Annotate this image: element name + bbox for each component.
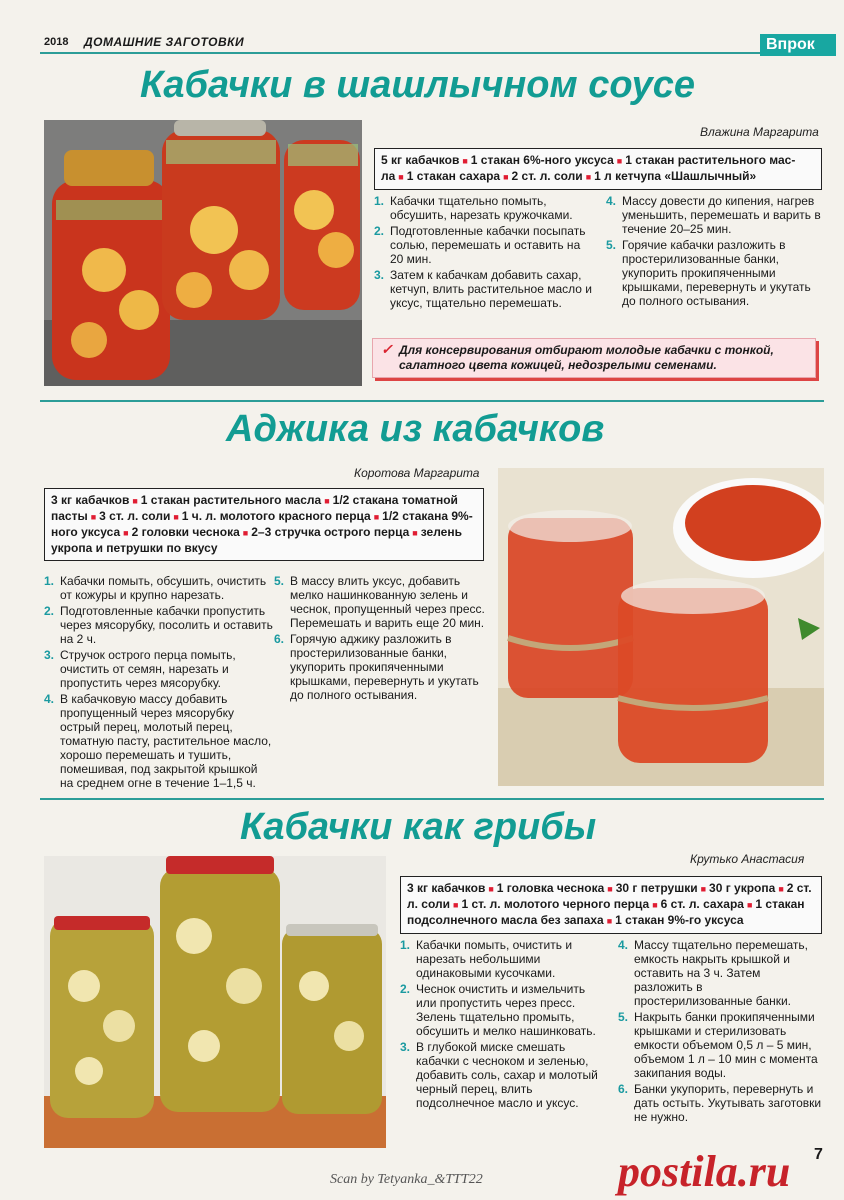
ingredient: 1 стакан растительного мас- [625, 153, 796, 167]
ingredient: 2 головки чеснока [131, 525, 240, 539]
step [400, 1040, 604, 1110]
step-text: Подготовленные кабачки посыпать солью, перемешать и оставить на 20 мин. [390, 224, 586, 266]
recipe3-steps-col1 [400, 938, 604, 1112]
magazine-title: ДОМАШНИЕ ЗАГОТОВКИ [84, 35, 245, 49]
ingredient: 1 ст. л. молотого черного перца [461, 897, 650, 911]
step [44, 648, 274, 690]
ingredient: 1 головка чеснока [496, 881, 605, 895]
ingredient: 1 стакан растительного масла [140, 493, 322, 507]
recipe2-steps-col2 [274, 574, 488, 704]
step-text: Банки укупорить, перевернуть и дать остыть. Укутывать заготовки не нужно. [634, 1082, 822, 1124]
step-number: 5. [274, 574, 285, 588]
ingredient: 2 ст. л. соли [407, 881, 812, 911]
recipe2-author: Коротова Маргарита [354, 466, 480, 480]
recipe2-steps-col1 [44, 574, 274, 792]
ingredient: зелень укропа и петрушки по вкусу [51, 525, 462, 555]
ingredient: 1 стакан 9%-го уксуса [615, 913, 744, 927]
step-number: 2. [400, 982, 411, 996]
step-text: Стручок острого перца помыть, очистить от семян, нарезать и пропустить через мясорубку. [60, 648, 236, 690]
tip-text: Для консервирования отбирают молодые кабачки с тонкой, салатного цвета кожицей, недозрелыми семенами. [399, 343, 774, 372]
ingredient: 1 стакан 6%-ного уксуса [470, 153, 614, 167]
ingredient: 6 ст. л. сахара [660, 897, 744, 911]
recipe1-photo [44, 120, 362, 386]
ingredient: 1 ч. л. молотого красного перца [181, 509, 371, 523]
ingredient: 1/2 стакана томатной пасты [51, 493, 458, 523]
step-text: Массу тщательно перемешать, емкость накрыть крышкой и оставить на 3 ч. Затем разложить в простерилизованные банки. [634, 938, 809, 1008]
ingredient: 3 ст. л. соли [99, 509, 171, 523]
step-number: 3. [400, 1040, 411, 1054]
step-number: 5. [618, 1010, 629, 1024]
section-divider [40, 798, 824, 800]
recipe1-steps-col2 [606, 194, 822, 310]
step-number: 4. [44, 692, 55, 706]
recipe1-title: Кабачки в шашлычном соусе [140, 64, 695, 106]
step-text: Массу довести до кипения, нагрев уменьшить, перемешать и варить в течение 20–25 мин. [622, 194, 821, 236]
recipe3-photo [44, 856, 386, 1148]
step-number: 6. [274, 632, 285, 646]
step-text: Затем к кабачкам добавить сахар, кетчуп, влить растительное масло и уксус, тщательно перемешать. [390, 268, 592, 310]
step [618, 1082, 822, 1124]
step [274, 632, 488, 702]
step-text: Кабачки помыть, обсушить, очистить от кожуры и крупно нарезать. [60, 574, 267, 602]
step [618, 938, 822, 1008]
page-number: 7 [814, 1146, 823, 1163]
ingredient: 3 кг кабачков [407, 881, 486, 895]
recipe3-ingredients: 3 кг кабачков ■ 1 головка чеснока ■ 30 г петрушки ■ 30 г укропа ■ 2 ст. л. соли ■ 1 ст. л. молотого черного перца ■ 6 ст. л. сахара ■ 1 стакан подсолнечного масла без запаха ■ 1 стакан 9%-го уксуса [400, 876, 822, 934]
ingredient: 30 г петрушки [615, 881, 698, 895]
header-rule [40, 52, 760, 54]
step [374, 194, 594, 222]
ingredient: 5 кг кабачков [381, 153, 460, 167]
step-number: 3. [374, 268, 385, 282]
step-number: 4. [618, 938, 629, 952]
step [374, 268, 594, 310]
step [618, 1010, 822, 1080]
step-text: Накрыть банки прокипяченными крышками и стерилизовать емкости объемом 0,5 л – 5 мин, объемом 1 л – 10 мин с момента закипания воды. [634, 1010, 818, 1080]
step-text: Горячие кабачки разложить в простерилизованные банки, укупорить прокипяченными крышками, перевернуть и укутать до полного остывания. [622, 238, 811, 308]
step [400, 982, 604, 1038]
ingredient: 2–3 стручка острого перца [251, 525, 410, 539]
step-text: Чеснок очистить и измельчить или пропустить через пресс. Зелень тщательно промыть, обсушить и мелко нашинковать. [416, 982, 596, 1038]
ingredient: 1/2 стакана 9%-ного уксуса [51, 509, 473, 539]
ingredient: ла [381, 169, 396, 183]
recipe3-steps-col2 [618, 938, 822, 1126]
step-text: В массу влить уксус, добавить мелко нашинкованную зелень и чеснок, пропущенный через пресс. Перемешать и варить еще 20 мин. [290, 574, 485, 630]
section-badge: Впрок [760, 34, 836, 56]
section-divider [40, 400, 824, 402]
step-number: 4. [606, 194, 617, 208]
ingredient: 1 стакан сахара [406, 169, 501, 183]
ingredient: 2 ст. л. соли [511, 169, 583, 183]
step-number: 3. [44, 648, 55, 662]
ingredient: 3 кг кабачков [51, 493, 130, 507]
step [44, 604, 274, 646]
step-text: Кабачки тщательно помыть, обсушить, нарезать кружочками. [390, 194, 573, 222]
step-number: 2. [374, 224, 385, 238]
step-text: Кабачки помыть, очистить и нарезать небольшими одинаковыми кусочками. [416, 938, 573, 980]
ingredient: 1 л кетчупа «Шашлычный» [594, 169, 757, 183]
step-text: Подготовленные кабачки пропустить через мясорубку, посолить и оставить на 2 ч. [60, 604, 273, 646]
recipe2-ingredients: 3 кг кабачков ■ 1 стакан растительного масла ■ 1/2 стакана томатной пасты ■ 3 ст. л. соли ■ 1 ч. л. молотого красного перца ■ 1/2 стакана 9%-ного уксуса ■ 2 головки чеснока ■ 2–3 стручка острого перца ■ зелень укропа и петрушки по вкусу [44, 488, 484, 561]
recipe2-photo [498, 468, 824, 786]
recipe3-author: Крутько Анастасия [690, 852, 805, 866]
recipe1-tip [372, 338, 816, 378]
step-text: Горячую аджику разложить в простерилизованные банки, укупорить прокипяченными крышками, перевернуть и укутать до полного остывания. [290, 632, 479, 702]
step-number: 1. [44, 574, 55, 588]
step-number: 6. [618, 1082, 629, 1096]
recipe2-title: Аджика из кабачков [226, 408, 605, 450]
step [274, 574, 488, 630]
step-number: 1. [374, 194, 385, 208]
ingredient: 30 г укропа [709, 881, 776, 895]
step [606, 194, 822, 236]
issue-year: 2018 [44, 36, 69, 48]
step-number: 5. [606, 238, 617, 252]
checkmark-icon: ✓ [381, 341, 393, 357]
recipe1-steps-col1 [374, 194, 594, 312]
ingredient: 1 стакан подсолнечного масла без запаха [407, 897, 805, 927]
step-number: 1. [400, 938, 411, 952]
recipe1-author: Влажина Маргарита [700, 125, 819, 139]
recipe3-title: Кабачки как грибы [240, 806, 597, 848]
watermark: postila.ru [618, 1147, 791, 1196]
step [606, 238, 822, 308]
step-number: 2. [44, 604, 55, 618]
step [44, 692, 274, 790]
step [374, 224, 594, 266]
recipe1-ingredients: 5 кг кабачков ■ 1 стакан 6%-ного уксуса ■ 1 стакан растительного мас-ла ■ 1 стакан сахара ■ 2 ст. л. соли ■ 1 л кетчупа «Шашлычный» [374, 148, 822, 190]
step-text: В глубокой миске смешать кабачки с чесноком и зеленью, добавить соль, сахар и молотый черный перец, влить подсолнечное масло и уксус. [416, 1040, 598, 1110]
step [400, 938, 604, 980]
step-text: В кабачковую массу добавить пропущенный через мясорубку острый перец, молотый перец, томатную пасту, растительное масло, хорошо перемешать и тушить, помешивая, под закрытой крышкой на среднем огне в течение 1–1,5 ч. [60, 692, 272, 790]
step [44, 574, 274, 602]
scan-credit: Scan by Tetyanka_&TTT22 [330, 1172, 483, 1187]
